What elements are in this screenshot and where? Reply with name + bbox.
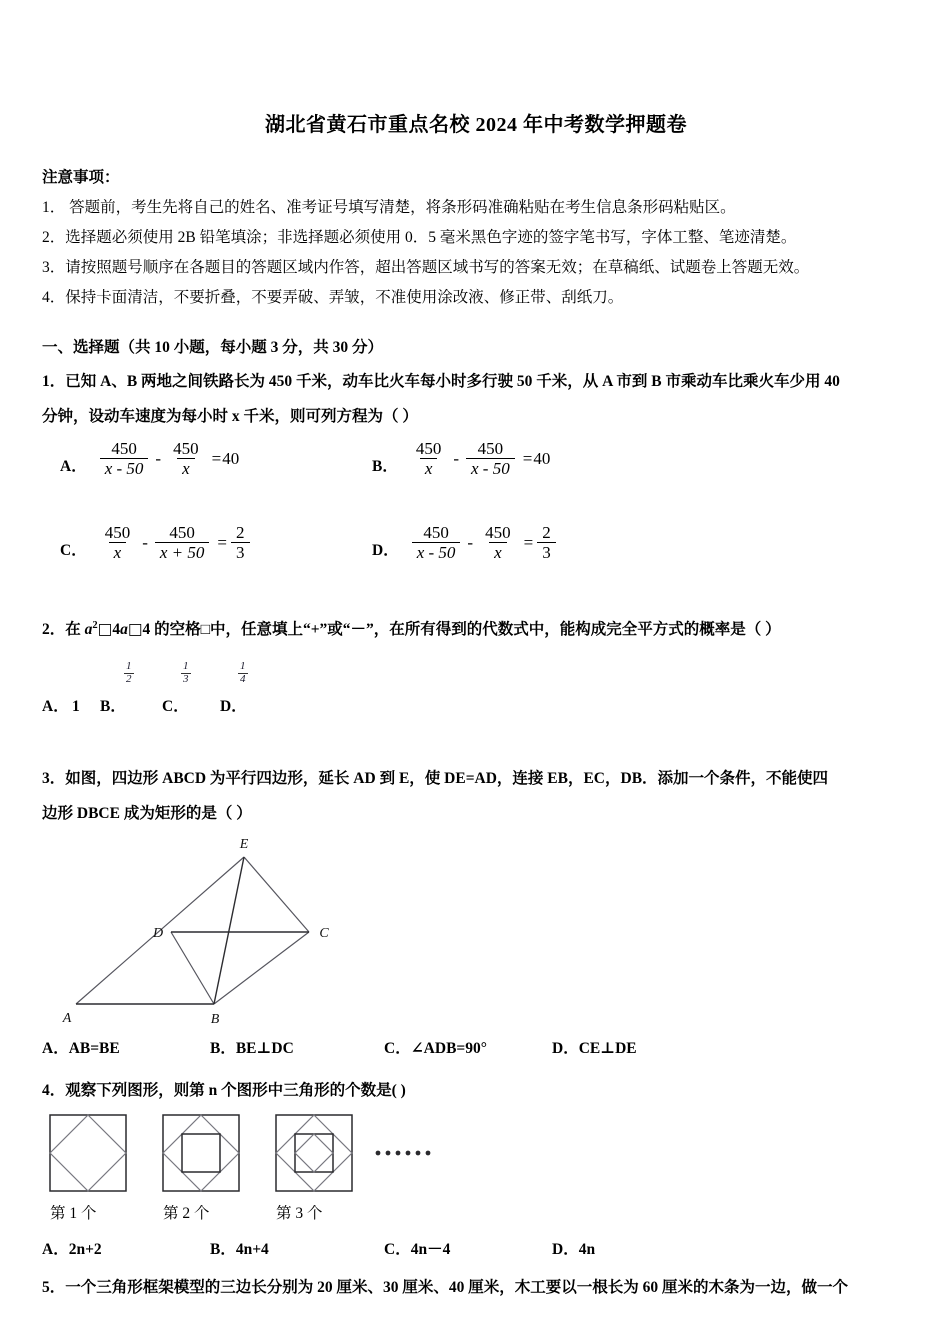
pattern-ellipsis-icon xyxy=(376,1150,431,1155)
option-c-rhs-fraction: $\frac{2}{3}$ xyxy=(231,523,250,562)
question-3-option-d[interactable]: D．CE⊥DE xyxy=(552,1040,637,1058)
option-b-fraction-1: $\frac{450}{x}$ xyxy=(415,439,442,479)
parallelogram-diagram-svg xyxy=(54,832,354,1027)
option-c-fraction-2: $\frac{450}{x + 50}$ xyxy=(155,523,210,562)
question-2-number: 2． xyxy=(42,621,66,639)
question-4-option-b[interactable]: B．4n+4 xyxy=(210,1240,269,1258)
figure-caption-1: 第 1 个 xyxy=(50,1204,97,1222)
question-2-expr-a: a xyxy=(84,621,93,639)
option-d-rhs-fraction: $\frac{2}{3}$ xyxy=(537,523,556,562)
question-2-text xyxy=(42,617,910,642)
question-2-expr-exponent: 2 xyxy=(92,620,98,632)
section-heading: 一、选择题（共 10 小题，每小题 3 分，共 30 分） xyxy=(42,339,384,356)
vertex-label-c: C xyxy=(319,926,329,942)
option-d-label: D． xyxy=(372,542,399,560)
square-pattern-svg xyxy=(48,1112,468,1194)
vertex-label-e: E xyxy=(239,837,249,853)
question-2-expr-a2: a xyxy=(120,621,128,639)
option-c-label: C． xyxy=(60,542,87,560)
vertex-label-d: D xyxy=(152,926,164,942)
question-1-line2-wrap xyxy=(42,404,910,429)
segment-c-b xyxy=(214,932,309,1004)
question-4-option-c[interactable]: C．4n－4 xyxy=(384,1240,451,1258)
question-4-line: 观察下列图形，则第 n 个图形中三角形的个数是( ) xyxy=(65,1082,406,1100)
question-2-option-a[interactable]: A． xyxy=(42,698,69,716)
question-2-options xyxy=(42,648,910,736)
question-2-fraction-d: $\frac{1}{4}$ xyxy=(240,660,246,685)
question-3-line2: 边形 DBCE 成为矩形的是（ ） xyxy=(42,805,252,823)
question-1-option-d[interactable] xyxy=(372,523,559,562)
question-3-option-a[interactable]: A．AB=BE xyxy=(42,1040,120,1058)
question-4-figure-captions xyxy=(48,1201,910,1227)
question-4-option-d[interactable]: D．4n xyxy=(552,1240,596,1258)
notice-item-3: 3．请按照题号顺序在各题目的答题区域内作答，超出答题区域书写的答案无效；在草稿纸、试题卷上答题无效。 xyxy=(42,259,810,276)
option-b-equals: = xyxy=(522,448,533,468)
question-3-text xyxy=(42,766,910,791)
question-1-line1: 已知 A、B 两地之间铁路长为 450 千米，动车比火车每小时多行驶 50 千米，从 A 市到 B 市乘动车比乘火车少用 40 xyxy=(65,373,840,390)
figure-caption-3: 第 3 个 xyxy=(276,1204,323,1222)
segment-d-b xyxy=(171,932,214,1004)
question-2-fraction-c: $\frac{1}{3}$ xyxy=(183,660,189,685)
notice-item-2: 2．选择题必须使用 2B 铅笔填涂；非选择题必须使用 0．5 毫米黑色字迹的签字笔书写，字体工整、笔迹清楚。 xyxy=(42,229,797,246)
question-4-options xyxy=(42,1237,910,1263)
figure-caption-2: 第 2 个 xyxy=(163,1204,210,1222)
question-2-option-c[interactable]: C． xyxy=(162,698,189,716)
option-a-operator: - xyxy=(155,448,162,468)
option-b-fraction-2: $\frac{450}{x - 50}$ xyxy=(466,439,515,478)
option-d-fraction-2: $\frac{450}{x}$ xyxy=(485,523,511,563)
pattern-figure-3 xyxy=(276,1115,352,1191)
question-4-text xyxy=(42,1078,910,1103)
pattern-figure-1 xyxy=(50,1115,126,1191)
option-a-fraction-1: $\frac{450}{x - 50}$ xyxy=(100,439,149,478)
question-2-option-labels xyxy=(42,694,247,716)
question-2-expr-mid: 4 xyxy=(112,621,121,639)
segment-e-c xyxy=(244,857,309,932)
question-4-option-a[interactable]: A．2n+2 xyxy=(42,1240,102,1258)
question-3-number: 3． xyxy=(42,770,66,788)
question-1-line2: 分钟，设动车速度为每小时 x 千米，则可列方程为（ ） xyxy=(42,408,418,426)
question-2-text-post: 的空格□中，任意填上“+”或“－”，在所有得到的代数式中，能构成完全平方式的概率是（ ） xyxy=(150,621,781,639)
notice-item-1: 1． 答题前，考生先将自己的姓名、准考证号填写清楚，将条形码准确粘贴在考生信息条形码粘贴区。 xyxy=(42,199,736,216)
notice-item-4: 4．保持卡面清洁，不要折叠，不要弄破、弄皱，不准使用涂改液、修正带、刮纸刀。 xyxy=(42,289,624,306)
question-3-figure xyxy=(54,832,910,1032)
document-body xyxy=(42,0,910,1300)
option-b-rhs: 40 xyxy=(533,448,551,468)
option-a-fraction-2: $\frac{450}{x}$ xyxy=(173,439,199,479)
option-d-equals: = xyxy=(523,532,534,552)
option-c-equals: = xyxy=(217,532,227,552)
question-5-text xyxy=(42,1275,910,1300)
option-b-operator: - xyxy=(453,448,460,468)
question-3-option-b[interactable]: B．BE⊥DC xyxy=(210,1040,294,1058)
pattern-figure-2 xyxy=(163,1115,239,1191)
question-1-option-b[interactable] xyxy=(372,439,550,478)
question-1-text xyxy=(42,369,910,394)
question-3-options xyxy=(42,1036,910,1062)
question-2-text-pre: 在 xyxy=(65,621,85,639)
question-4-figure xyxy=(48,1112,910,1199)
vertex-label-a: A xyxy=(62,1011,72,1027)
option-c-fraction-1: $\frac{450}{x}$ xyxy=(104,523,131,563)
question-1-option-a[interactable] xyxy=(60,439,239,478)
option-c-operator: - xyxy=(142,532,148,552)
question-2-expr-tail: 4 xyxy=(142,621,151,639)
option-d-fraction-1: $\frac{450}{x - 50}$ xyxy=(412,523,461,562)
question-4-number: 4． xyxy=(42,1082,66,1100)
question-2-blank-box-2: □ xyxy=(127,620,143,639)
notice-heading: 注意事项： xyxy=(42,169,120,186)
option-a-equals: = xyxy=(211,448,222,468)
vertex-label-b: B xyxy=(210,1012,220,1028)
option-b-label: B． xyxy=(372,458,398,476)
question-5-line: 一个三角形框架模型的三边长分别为 20 厘米、30 厘米、40 厘米，木工要以一根长为 60 厘米的木条为一边，做一个 xyxy=(65,1278,849,1296)
question-5-number: 5． xyxy=(42,1278,66,1296)
option-d-operator: - xyxy=(467,532,474,552)
question-2-option-a-value: 1 xyxy=(72,698,80,716)
question-1-number: 1． xyxy=(42,373,66,390)
question-2-blank-box-1: □ xyxy=(97,620,113,639)
page-title: 湖北省黄石市重点名校 2024 年中考数学押题卷 xyxy=(265,114,687,136)
option-a-label: A． xyxy=(60,458,87,476)
question-2-fraction-b: $\frac{1}{2}$ xyxy=(126,660,132,685)
question-1-option-c[interactable] xyxy=(60,523,253,562)
question-2-option-d[interactable]: D． xyxy=(220,698,247,716)
question-2-option-b[interactable]: B． xyxy=(100,698,126,716)
question-1-options-row-2 xyxy=(42,517,910,591)
option-a-rhs: 40 xyxy=(222,448,240,468)
question-3-line2-wrap xyxy=(42,801,910,826)
question-3-option-c[interactable]: C．∠ADB=90° xyxy=(384,1040,487,1058)
question-1-options-row-1 xyxy=(42,433,910,507)
question-3-line1: 如图，四边形 ABCD 为平行四边形，延长 AD 到 E，使 DE=AD，连接 EB，EC，DB．添加一个条件，不能使四 xyxy=(65,770,829,788)
